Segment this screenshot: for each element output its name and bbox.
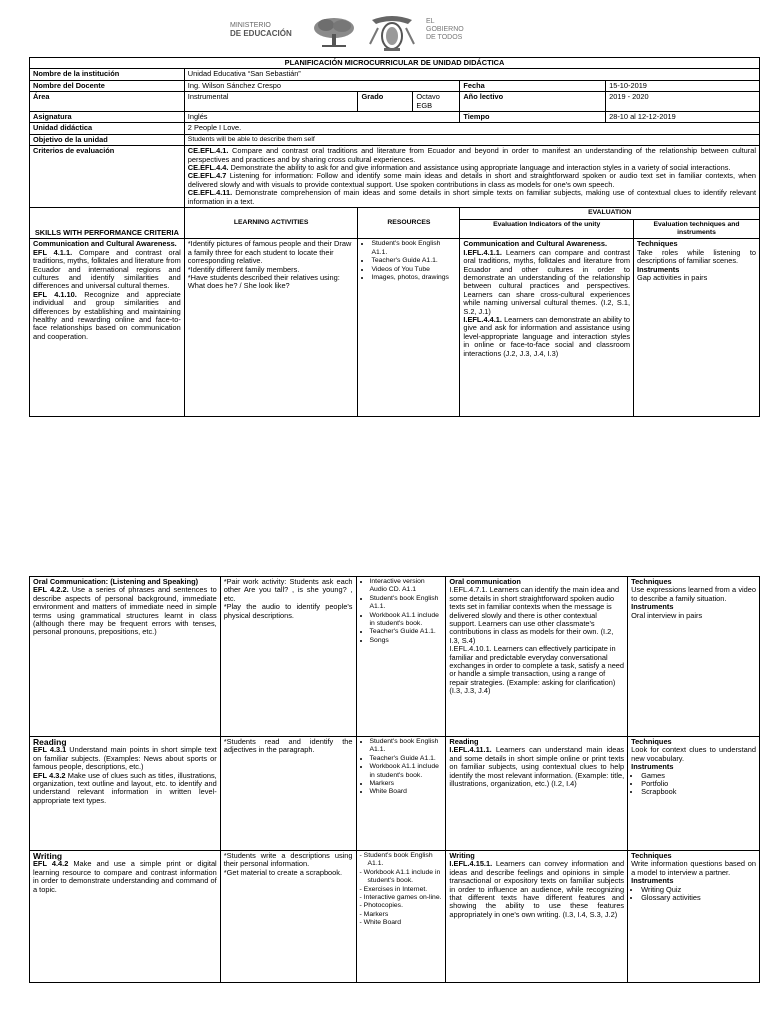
activities-cell: *Students read and identify the adjectives in the paragraph.: [220, 737, 356, 851]
unit-value: 2 People I Love.: [184, 123, 759, 134]
time-label: Tiempo: [460, 112, 606, 123]
skills-header: SKILLS WITH PERFORMANCE CRITERIA: [30, 208, 185, 239]
criterion-3: CE.EFL.4.7 Listening for information: Follow and identify some main ideas and details in short and straightforward spoken or audio text set in familiar contexts, when delivered slowly and with visuals to provide contextual support. Use spoken contributions in class as models for one's own speech.: [187, 171, 756, 189]
indicators-cell: Oral communication I.EFL.4.7.1. Learners can identify the main idea and some details in short straightforward spoken audio texts set in familiar contexts when the message is delivered slowly and there is other contextual support. Learners can use other classmate's contributions in class as models for their own. (I.2, I.3, S.4) I.EFL.4.10.1. Learners can effectively participate in familiar and predictable everyday conversational exchanges in order to complete a task, satisfy a need or handle a simple transaction, using a range of repair strategies. (Example: asking for clarification) (I.3, J.3, J.4): [446, 577, 628, 737]
objective-label: Objetivo de la unidad: [30, 134, 185, 145]
time-value: 28-10 al 12-12-2019: [606, 112, 760, 123]
title-row: [30, 58, 760, 69]
criterion-2: CE.EFL.4.4. Demonstrate the ability to ask for and give information and assistance using appropriate language and interaction styles in a variety of social interactions.: [187, 163, 731, 173]
skills-cell: Oral Communication: (Listening and Speaking) EFL 4.2.2. Use a series of phrases and sentences to describe aspects of personal background, immediate environment and matters of immediate need in simple terms using grammatical structures learnt in class (although there may be frequent errors with tenses, personal pronouns, prepositions, etc.): [30, 577, 221, 737]
table-row: [30, 737, 760, 851]
activities-header: LEARNING ACTIVITIES: [184, 208, 358, 239]
indicators-cell: Reading I.EFL.4.11.1. Learners can understand main ideas and some details in short simple online or print texts on familiar subjects, using contextual clues to help identify the most relevant information. (Example: title, illustrations, organization, etc.) (I.2, I.4): [446, 737, 628, 851]
date-value: 15-10-2019: [606, 80, 760, 91]
table-row: [30, 577, 760, 737]
techniques-cell: Techniques Take roles while listening to descriptions of familiar scenes. Instruments Gap activities in pairs: [634, 239, 760, 417]
government-logo: [426, 18, 486, 42]
skills-cell: Writing EFL 4.4.2 Make and use a simple print or digital learning resource to compare and contrast information in order to demonstrate understanding and command of a topic.: [30, 851, 221, 983]
activities-cell: *Pair work activity: Students ask each other Are you tall? , is she young? , etc. *Play the audio to identify people's physical descriptions.: [220, 577, 356, 737]
skills-cell: Reading EFL 4.3.1 Understand main points in short simple text on familiar subjects. (Examples: News about sports or famous people, descriptions, etc.) EFL 4.3.2 Make use of clues such as titles, illustrations, organization, text outline and layout, etc. to identify and understand relevant information in written level-appropriate text types.: [30, 737, 221, 851]
teacher-value: Ing. Wilson Sánchez Crespo: [184, 80, 460, 91]
gov-text-1: EL: [426, 18, 435, 25]
teacher-label: Nombre del Docente: [30, 80, 185, 91]
header-logos: [230, 14, 550, 52]
evaluation-header: EVALUATION: [460, 208, 760, 219]
ministry-top-text: MINISTERIO: [230, 22, 271, 29]
tree-emblem-icon: [312, 16, 356, 50]
skills-cell: Communication and Cultural Awareness. EFL 4.1.1. Compare and contrast oral traditions, myths, folktales and literature from Ecuador and international regions and cultures and identify similarities and differences and universal cultural themes. EFL 4.1.10. Recognize and appreciate individual and group similarities and differences by establishing and maintaining healthy and rewarding online and face-to-face relationships based on communication and cooperation.: [30, 239, 185, 417]
unit-label: Unidad didáctica: [30, 123, 185, 134]
planning-table-page2: [29, 576, 760, 983]
subject-value: Inglés: [184, 112, 460, 123]
area-label: Área: [30, 92, 185, 112]
table-row: [30, 239, 760, 417]
resources-cell: • Interactive version Audio CD. A1.1 • Student's book English A1.1. • Workbook A1.1 include in student's book. • Teacher's Guide A1.1. • Songs: [356, 577, 446, 737]
techniques-header: Evaluation techniques and instruments: [634, 219, 760, 239]
criterion-1: CE.EFL.4.1. Compare and contrast oral traditions and literature from Ecuador and beyond in order to manifest an understanding of the relationship between cultural perspectives and practices and by sharing cross cultural experiences.: [187, 146, 756, 164]
resources-cell: • Student's book English A1.1. • Teacher's Guide A1.1. • Videos of You Tube • Images, photos, drawings: [358, 239, 460, 417]
subject-label: Asignatura: [30, 112, 185, 123]
gov-text-2: GOBIERNO: [426, 26, 464, 33]
indicators-cell: Writing I.EFL.4.15.1. Learners can convey information and ideas and describe feelings and opinions in simple transactional or expository texts on familiar subjects in order to influence an audience, while recognizing that different texts have different features and showing the ability to use these features appropriately in one's own writing. (I.3, I.4, S.3, J.2): [446, 851, 628, 983]
table-row: [30, 851, 760, 983]
grade-value: Octavo EGB: [413, 92, 460, 112]
objective-value: Students will be able to describe them self: [184, 134, 759, 145]
indicators-cell: Communication and Cultural Awareness. I.EFL.4.1.1. Learners can compare and contrast oral traditions, myths, folktales and literature from Ecuador and other cultures in order to demonstrate an understanding of the relationship between cultural practices and perspectives. Learners can share cross-cultural experiences while naming universal cultural themes. (I.2, S.1, S.2, J.1) I.EFL.4.4.1. Learners can demonstrate an ability to give and ask for information and assistance using level-appropriate language and interaction styles in online or face-to-face social and classroom interactions (J.2, J.3, J.4, I.3): [460, 239, 634, 417]
coat-of-arms-icon: [368, 14, 416, 54]
criteria-cell: [184, 146, 759, 208]
ministry-name-text: DE EDUCACIÓN: [230, 29, 292, 38]
resources-cell: - Student's book English A1.1. - Workbook A1.1 include in student's book. - Exercises in Internet. - Interactive games on-line. - Photocopies. - Markers - White Board: [356, 851, 446, 983]
institution-label: Nombre de la institución: [30, 69, 185, 80]
school-year-label: Año lectivo: [460, 92, 606, 112]
indicators-header: Evaluation Indicators of the unity: [460, 219, 634, 239]
date-label: Fecha: [460, 80, 606, 91]
techniques-cell: Techniques Write information questions based on a model to interview a partner. Instruments • Writing Quiz • Glossary activities: [628, 851, 760, 983]
institution-value: Unidad Educativa “San Sebastián”: [184, 69, 759, 80]
area-value: Instrumental: [184, 92, 358, 112]
activities-cell: *Identify pictures of famous people and their Draw a family three for each student to locate their corresponding relative. *Identify different family members. *Have students described their relatives using: What does he? / She look like?: [184, 239, 358, 417]
planning-table-page1: [29, 57, 760, 417]
resources-cell: • Student's book English A1.1. • Teacher's Guide A1.1. • Workbook A1.1 include in student's book. • Markers • White Board: [356, 737, 446, 851]
criteria-label: Criterios de evaluación: [30, 146, 185, 208]
resources-header: RESOURCES: [358, 208, 460, 239]
techniques-cell: Techniques Look for context clues to understand new vocabulary. Instruments • Games • Portfolio • Scrapbook: [628, 737, 760, 851]
techniques-cell: Techniques Use expressions learned from a video to describe a family situation. Instruments Oral interview in pairs: [628, 577, 760, 737]
school-year-value: 2019 - 2020: [606, 92, 760, 112]
criterion-4: CE.EFL.4.11. Demonstrate comprehension of main ideas and some details in short simple texts on familiar subjects, making use of contextual clues to identify relevant information in a text.: [187, 188, 756, 206]
ministry-logo: [230, 22, 300, 38]
document-title: PLANIFICACIÓN MICROCURRICULAR DE UNIDAD DIDÁCTICA: [30, 58, 760, 69]
grade-label: Grado: [358, 92, 413, 112]
gov-text-3: DE TODOS: [426, 34, 463, 41]
activities-cell: *Students write a descriptions using their personal information. *Get material to create a scrapbook.: [220, 851, 356, 983]
